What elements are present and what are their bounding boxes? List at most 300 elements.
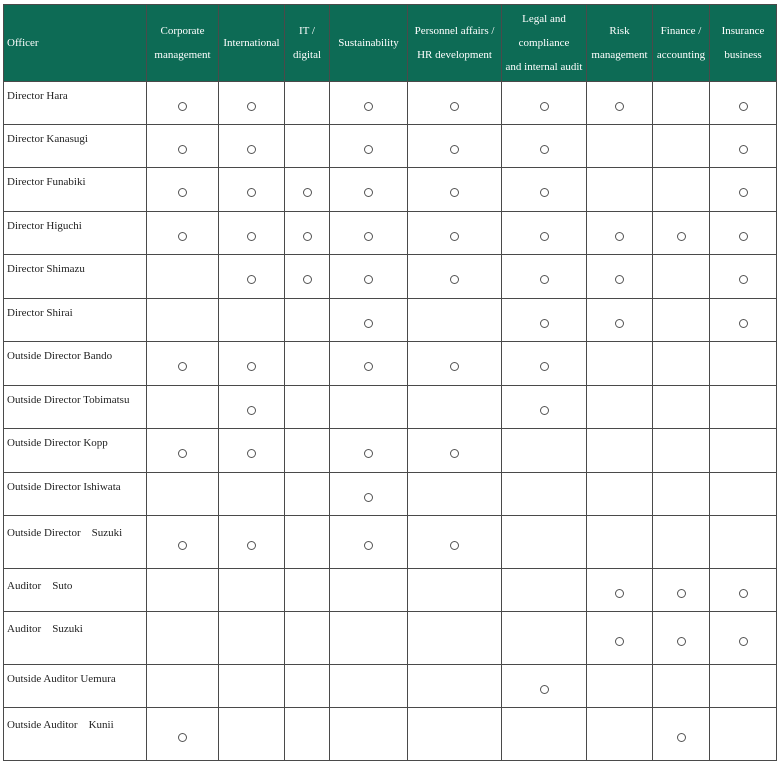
column-header-line: Sustainability [338,37,399,49]
circle-mark-icon [364,493,373,502]
circle-mark-glyph [743,320,744,321]
skill-cell-legal [502,386,587,429]
column-header-sust [330,5,408,82]
circle-mark-icon [540,145,549,154]
skill-cell-hr [408,612,502,665]
skill-cell-hr [408,665,502,708]
skill-cell-sust [330,429,408,473]
circle-mark-glyph [544,363,545,364]
skill-cell-legal [502,429,587,473]
circle-mark-glyph [183,734,184,735]
circle-mark-glyph [620,638,621,639]
circle-mark-icon [364,145,373,154]
circle-mark-glyph [544,276,545,277]
circle-mark-glyph [369,276,370,277]
officer-name: Outside Director Ishiwata [4,473,147,516]
table-row [4,516,777,569]
skill-cell-fin [653,429,710,473]
skill-cell-hr [408,429,502,473]
officer-name: Outside Auditor Uemura [4,665,147,708]
circle-mark-icon [178,145,187,154]
circle-mark-glyph [743,638,744,639]
circle-mark-icon [178,541,187,550]
column-header-line: Insurance [721,25,765,37]
skill-cell-it [285,168,330,212]
skill-cell-fin [653,168,710,212]
skill-cell-risk [587,473,653,516]
skill-cell-it [285,82,330,125]
table-row [4,569,777,612]
skill-cell-fin [653,255,710,299]
circle-mark-icon [450,232,459,241]
officer-name: Auditor Suto [4,569,147,612]
circle-mark-glyph [455,363,456,364]
table-row [4,299,777,342]
circle-mark-icon [450,145,459,154]
officer-name: Director Shimazu [4,255,147,299]
skill-cell-ins [710,82,777,125]
table-row [4,255,777,299]
skill-cell-corp [147,386,219,429]
skill-cell-sust [330,255,408,299]
skill-cell-it [285,429,330,473]
table-row [4,168,777,212]
circle-mark-glyph [369,450,370,451]
circle-mark-glyph [620,103,621,104]
circle-mark-icon [450,102,459,111]
circle-mark-icon [178,449,187,458]
circle-mark-icon [540,362,549,371]
circle-mark-glyph [183,450,184,451]
skill-cell-ins [710,516,777,569]
officer-name: Director Kanasugi [4,125,147,168]
skill-cell-intl [219,82,285,125]
skill-cell-sust [330,386,408,429]
circle-mark-icon [364,449,373,458]
circle-mark-glyph [681,590,682,591]
skill-cell-it [285,212,330,255]
skill-cell-legal [502,708,587,761]
skill-cell-hr [408,212,502,255]
skill-cell-risk [587,569,653,612]
column-header-line: management [154,49,211,61]
skill-cell-risk [587,82,653,125]
column-header-line: Risk [609,25,630,37]
skill-cell-intl [219,708,285,761]
skill-cell-intl [219,125,285,168]
column-header-corp [147,5,219,82]
skill-cell-ins [710,255,777,299]
column-header-line: International [223,37,280,49]
circle-mark-glyph [183,363,184,364]
skill-cell-fin [653,665,710,708]
skill-cell-risk [587,708,653,761]
skill-cell-legal [502,665,587,708]
skill-cell-hr [408,168,502,212]
skill-cell-fin [653,212,710,255]
skill-cell-intl [219,612,285,665]
circle-mark-glyph [743,103,744,104]
skill-cell-risk [587,212,653,255]
circle-mark-glyph [620,320,621,321]
circle-mark-glyph [455,189,456,190]
circle-mark-glyph [455,276,456,277]
circle-mark-icon [303,188,312,197]
circle-mark-icon [247,145,256,154]
skill-cell-risk [587,386,653,429]
table-row [4,82,777,125]
circle-mark-icon [364,188,373,197]
column-header-line: IT / [299,25,315,37]
skill-cell-ins [710,569,777,612]
skills-matrix-table [3,4,777,761]
circle-mark-icon [364,102,373,111]
circle-mark-icon [247,275,256,284]
circle-mark-icon [739,102,748,111]
circle-mark-icon [615,589,624,598]
skill-cell-hr [408,708,502,761]
table-row [4,212,777,255]
table-row [4,125,777,168]
skill-cell-corp [147,212,219,255]
skill-cell-it [285,708,330,761]
circle-mark-glyph [681,734,682,735]
table-row [4,708,777,761]
circle-mark-glyph [743,233,744,234]
circle-mark-icon [540,102,549,111]
circle-mark-glyph [369,363,370,364]
circle-mark-icon [247,449,256,458]
skill-cell-fin [653,473,710,516]
skill-cell-risk [587,612,653,665]
skill-cell-hr [408,82,502,125]
skill-cell-corp [147,665,219,708]
circle-mark-icon [247,406,256,415]
circle-mark-icon [677,232,686,241]
circle-mark-glyph [544,407,545,408]
table-row [4,342,777,386]
circle-mark-glyph [307,233,308,234]
circle-mark-glyph [455,233,456,234]
circle-mark-icon [615,319,624,328]
circle-mark-icon [677,589,686,598]
skill-cell-intl [219,299,285,342]
column-header-line: business [724,49,762,61]
officer-name: Director Shirai [4,299,147,342]
skill-cell-sust [330,82,408,125]
circle-mark-glyph [743,146,744,147]
column-header-line: digital [292,49,322,61]
skill-cell-fin [653,299,710,342]
skill-cell-it [285,386,330,429]
circle-mark-icon [739,319,748,328]
skill-cell-intl [219,386,285,429]
circle-mark-glyph [544,103,545,104]
column-header-legal [502,5,587,82]
circle-mark-glyph [369,233,370,234]
skill-cell-it [285,473,330,516]
skill-cell-corp [147,612,219,665]
circle-mark-icon [540,232,549,241]
circle-mark-glyph [369,189,370,190]
skill-cell-risk [587,168,653,212]
circle-mark-icon [540,685,549,694]
circle-mark-icon [677,637,686,646]
column-header-hr [408,5,502,82]
circle-mark-icon [540,319,549,328]
circle-mark-glyph [252,103,253,104]
column-header-line: accounting [656,49,706,61]
circle-mark-glyph [252,363,253,364]
skill-cell-it [285,569,330,612]
circle-mark-icon [615,275,624,284]
skill-cell-intl [219,665,285,708]
circle-mark-icon [450,275,459,284]
skill-cell-hr [408,473,502,516]
circle-mark-glyph [455,103,456,104]
skill-cell-legal [502,342,587,386]
skill-cell-ins [710,473,777,516]
skill-cell-hr [408,516,502,569]
circle-mark-glyph [307,189,308,190]
circle-mark-icon [677,733,686,742]
circle-mark-glyph [544,320,545,321]
skill-cell-ins [710,168,777,212]
circle-mark-icon [364,232,373,241]
circle-mark-icon [450,541,459,550]
skill-cell-corp [147,82,219,125]
officer-name: Auditor Suzuki [4,612,147,665]
circle-mark-icon [364,541,373,550]
officer-column-header: Officer [4,5,147,82]
circle-mark-glyph [620,590,621,591]
circle-mark-icon [178,733,187,742]
table-row [4,665,777,708]
circle-mark-glyph [743,189,744,190]
header-row [4,5,777,82]
circle-mark-icon [739,589,748,598]
circle-mark-icon [364,319,373,328]
circle-mark-glyph [620,276,621,277]
circle-mark-glyph [183,542,184,543]
circle-mark-glyph [369,320,370,321]
circle-mark-icon [450,188,459,197]
skill-cell-sust [330,516,408,569]
column-header-line: Personnel affairs / [414,25,495,37]
circle-mark-glyph [183,103,184,104]
skill-cell-hr [408,569,502,612]
skill-cell-fin [653,386,710,429]
skill-cell-ins [710,429,777,473]
circle-mark-glyph [544,233,545,234]
circle-mark-icon [739,145,748,154]
skill-cell-legal [502,299,587,342]
circle-mark-glyph [252,450,253,451]
circle-mark-icon [739,637,748,646]
circle-mark-glyph [369,146,370,147]
skill-cell-it [285,125,330,168]
circle-mark-icon [364,275,373,284]
table-header [4,5,777,82]
skill-cell-risk [587,516,653,569]
skill-cell-corp [147,708,219,761]
circle-mark-icon [178,102,187,111]
skill-cell-ins [710,299,777,342]
skill-cell-corp [147,168,219,212]
skill-cell-ins [710,212,777,255]
skill-cell-sust [330,342,408,386]
circle-mark-icon [450,449,459,458]
circle-mark-icon [450,362,459,371]
table-body [4,82,777,761]
skill-cell-hr [408,255,502,299]
circle-mark-glyph [183,146,184,147]
skill-cell-fin [653,82,710,125]
officer-name: Director Funabiki [4,168,147,212]
circle-mark-glyph [544,686,545,687]
circle-mark-glyph [369,542,370,543]
skill-cell-legal [502,255,587,299]
skill-cell-it [285,612,330,665]
skill-cell-sust [330,708,408,761]
skill-cell-corp [147,429,219,473]
skill-cell-intl [219,255,285,299]
skill-cell-intl [219,429,285,473]
column-header-risk [587,5,653,82]
circle-mark-glyph [369,103,370,104]
skill-cell-it [285,342,330,386]
circle-mark-icon [540,406,549,415]
officer-name: Director Higuchi [4,212,147,255]
skill-cell-risk [587,429,653,473]
circle-mark-glyph [307,276,308,277]
circle-mark-glyph [252,146,253,147]
circle-mark-icon [364,362,373,371]
skill-cell-ins [710,665,777,708]
circle-mark-icon [303,232,312,241]
skill-cell-risk [587,125,653,168]
circle-mark-glyph [183,189,184,190]
skill-cell-risk [587,255,653,299]
skill-cell-sust [330,299,408,342]
skill-cell-intl [219,516,285,569]
officer-name: Outside Auditor Kunii [4,708,147,761]
skill-cell-it [285,665,330,708]
skill-cell-corp [147,255,219,299]
circle-mark-icon [615,637,624,646]
skill-cell-legal [502,473,587,516]
circle-mark-glyph [183,233,184,234]
circle-mark-glyph [455,542,456,543]
skill-cell-intl [219,212,285,255]
skill-cell-it [285,299,330,342]
skill-cell-sust [330,569,408,612]
table-row [4,429,777,473]
circle-mark-glyph [252,542,253,543]
column-header-line: HR development [417,49,492,61]
circle-mark-icon [303,275,312,284]
officer-name: Director Hara [4,82,147,125]
circle-mark-glyph [544,146,545,147]
circle-mark-glyph [743,276,744,277]
skill-cell-ins [710,612,777,665]
table-row [4,473,777,516]
skill-cell-corp [147,569,219,612]
circle-mark-glyph [681,233,682,234]
skill-cell-corp [147,125,219,168]
skill-cell-intl [219,569,285,612]
skill-cell-hr [408,342,502,386]
column-header-line: Corporate [160,25,205,37]
table-row [4,386,777,429]
skill-cell-sust [330,665,408,708]
skill-cell-ins [710,342,777,386]
circle-mark-icon [247,362,256,371]
skill-cell-legal [502,168,587,212]
skill-cell-hr [408,125,502,168]
skill-cell-sust [330,212,408,255]
circle-mark-icon [739,188,748,197]
officer-name: Outside Director Suzuki [4,516,147,569]
skill-cell-legal [502,569,587,612]
column-header-line: Finance / [660,25,702,37]
skill-cell-sust [330,168,408,212]
column-header-line: Legal and [522,13,566,25]
skill-cell-corp [147,342,219,386]
circle-mark-icon [247,541,256,550]
circle-mark-icon [540,188,549,197]
skill-cell-sust [330,473,408,516]
circle-mark-glyph [252,276,253,277]
officer-name: Outside Director Tobimatsu [4,386,147,429]
skill-cell-legal [502,82,587,125]
officer-name: Outside Director Bando [4,342,147,386]
circle-mark-icon [615,102,624,111]
skill-cell-fin [653,342,710,386]
skill-cell-corp [147,516,219,569]
circle-mark-icon [540,275,549,284]
circle-mark-icon [739,275,748,284]
skill-cell-risk [587,342,653,386]
column-header-intl [219,5,285,82]
circle-mark-glyph [369,494,370,495]
circle-mark-glyph [252,189,253,190]
circle-mark-glyph [620,233,621,234]
circle-mark-glyph [743,590,744,591]
circle-mark-icon [178,188,187,197]
skill-cell-legal [502,212,587,255]
skill-cell-sust [330,612,408,665]
skill-cell-fin [653,569,710,612]
skill-cell-risk [587,665,653,708]
circle-mark-icon [247,188,256,197]
skill-cell-corp [147,299,219,342]
circle-mark-glyph [455,450,456,451]
skill-cell-intl [219,342,285,386]
circle-mark-glyph [455,146,456,147]
table-row [4,612,777,665]
column-header-ins [710,5,777,82]
circle-mark-glyph [681,638,682,639]
circle-mark-glyph [544,189,545,190]
skill-cell-ins [710,708,777,761]
skill-cell-legal [502,516,587,569]
skill-cell-ins [710,125,777,168]
skill-cell-fin [653,612,710,665]
circle-mark-icon [247,232,256,241]
skill-cell-risk [587,299,653,342]
skill-cell-it [285,516,330,569]
